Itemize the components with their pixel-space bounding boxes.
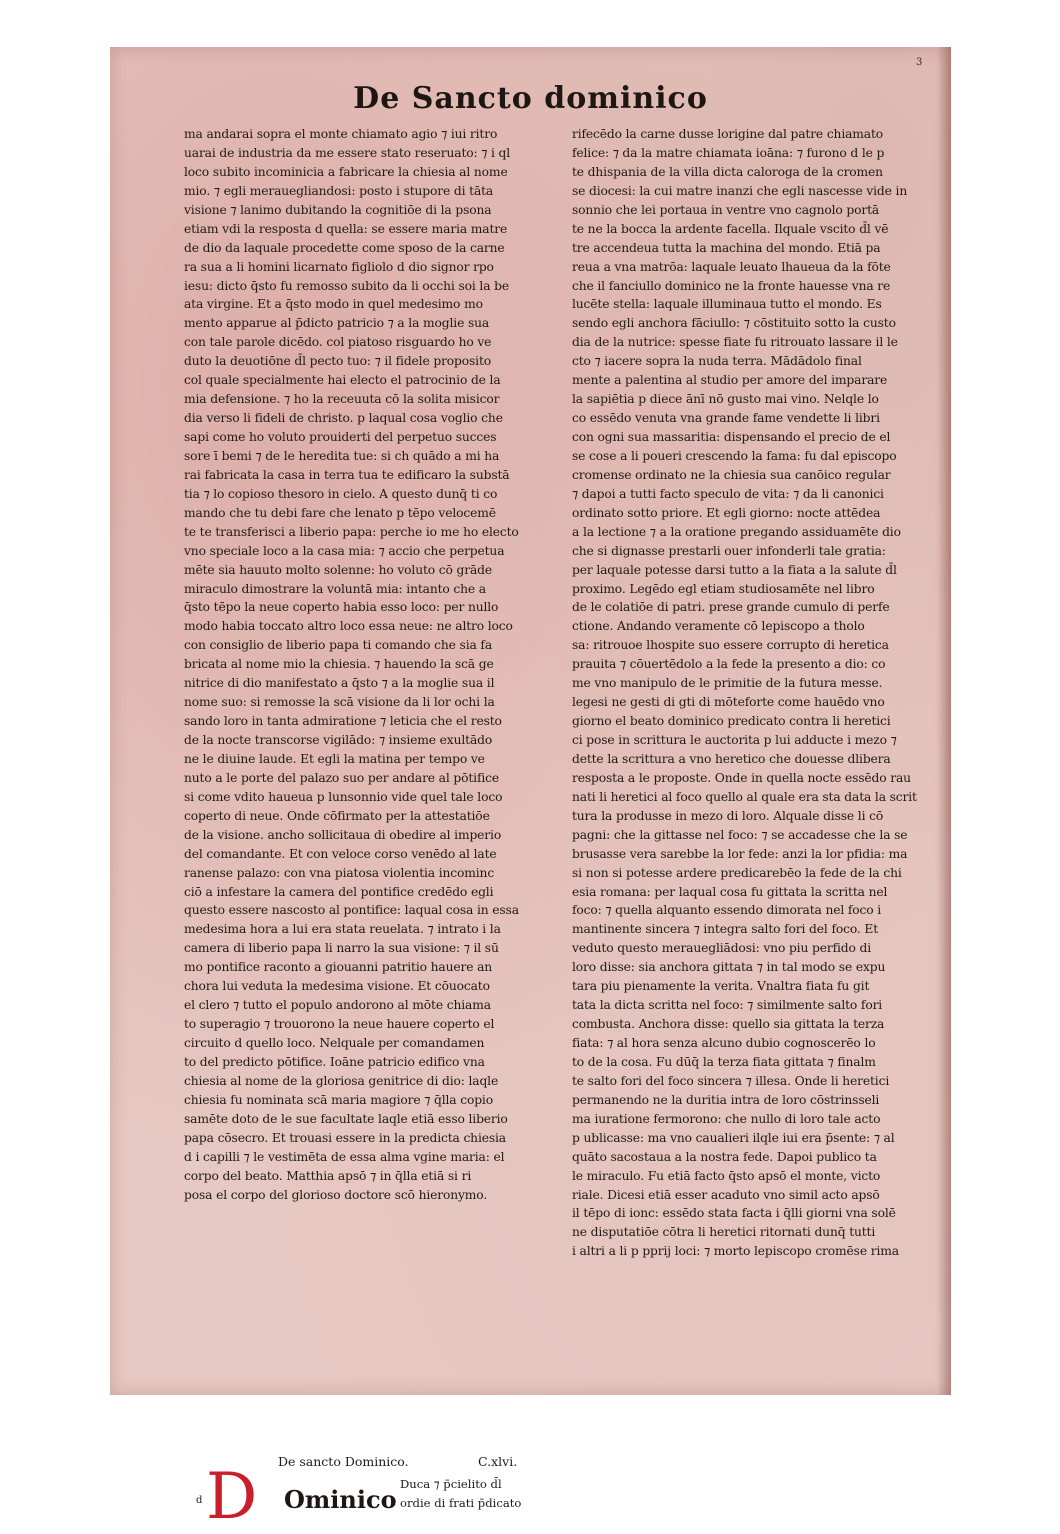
left-column-line: chiesia fu nominata scā maria magiore ⁊ q̄lla copio [184, 1092, 493, 1107]
right-column-line: de le colatiōe di patri. prese grande cumulo di perfe [572, 600, 890, 615]
left-column-line: bricata al nome mio la chiesia. ⁊ hauendo la scā ge [184, 657, 494, 672]
left-column-line: mio. ⁊ egli merauegliandosi: posto i stupore di tāta [184, 183, 494, 198]
right-column-line: nati li heretici al foco quello al quale era sta data la scrit [572, 789, 917, 804]
running-head: De Sancto dominico [353, 81, 708, 116]
right-column-line: te salto fori del foco sincera ⁊ illesa. Onde li heretici [572, 1073, 890, 1088]
chapter-side-line: ordie di frati p̄dicato [400, 1496, 522, 1510]
book-page [110, 47, 951, 1534]
chapter-side-text [400, 1475, 570, 1513]
right-column-line: loro disse: sia anchora gittata ⁊ in tal modo se expu [572, 960, 886, 975]
right-column-line: tara piu pienamente la verita. Vnaltra fiata fu git [572, 979, 870, 994]
right-column-line: veduto questo merauegliādosi: vno piu perfido di [572, 941, 871, 956]
left-column-line: d i capilli ⁊ le vestimēta de essa alma vgine maria: el [184, 1149, 505, 1164]
left-column-line: rai fabricata la casa in terra tua te edificaro la substā [184, 467, 510, 482]
left-column-line: sore ī bemi ⁊ de le heredita tue: si ch quādo a mi ha [184, 448, 500, 463]
right-column-line: fiata: ⁊ al hora senza alcuno dubio cognoscerēo lo [572, 1036, 876, 1050]
right-column-line: i altri a li p pprij loci: ⁊ morto lepiscopo cromēse rima [572, 1244, 899, 1259]
right-column-line: prauita ⁊ cōuertēdolo a la fede la presento a dio: co [572, 657, 886, 672]
left-column-line: ciō a infestare la camera del pontifice credēdo egli [184, 884, 494, 899]
chapter-number: C.xlvi. [478, 1454, 518, 1469]
right-column-line: la sapiētia p diece ānī nō gusto mai vino. Nelqle lo [572, 392, 879, 407]
right-column-line: quāto sacostaua a la nostra fede. Dapoi publico ta [572, 1149, 877, 1164]
right-column-line: cto ⁊ iacere sopra la nuda terra. Mādādolo final [572, 354, 862, 369]
right-column-line: che il fanciullo dominico ne la fronte hauesse vna re [572, 278, 891, 293]
left-column-line: etiam vdi la resposta d quella: se essere maria matre [184, 221, 508, 236]
right-column-line: felice: ⁊ da la matre chiamata ioāna: ⁊ furono d le p [572, 145, 885, 160]
right-column-line: te dhispania de la villa dicta caloroga de la cromen [572, 164, 883, 179]
left-column-line: papa cōsecro. Et trouasi essere in la predicta chiesia [184, 1130, 506, 1145]
chapter-opening-word: Ominico [284, 1485, 397, 1514]
left-column-line: col quale specialmente hai electo el patrocinio de la [184, 373, 501, 388]
right-column-line: proximo. Legēdo egl etiam studiosamēte nel libro [572, 581, 875, 596]
right-column-line: cromense ordinato ne la chiesia sua canōico regular [572, 467, 891, 482]
right-column-line: p ublicasse: ma vno caualieri ilqle iui era p̄sente: ⁊ al [572, 1130, 895, 1145]
left-column-line: con tale parole dicēdo. col piatoso risguardo ho ve [184, 335, 492, 350]
right-column-line: pagni: che la gittasse nel foco: ⁊ se accadesse che la se [572, 827, 908, 842]
right-column-line: tre accendeua tutta la machina del mondo. Etiā pa [572, 240, 881, 255]
page-edge-shadow [937, 47, 951, 1395]
right-text-column [572, 125, 934, 1261]
right-column-line: tata la dicta scritta nel foco: ⁊ similmente salto fori [572, 998, 883, 1013]
left-column-line: modo habia toccato altro loco essa neue: ne altro loco [184, 619, 513, 634]
right-column-line: riale. Dicesi etiā esser acaduto vno simil acto apsō [572, 1187, 880, 1202]
right-column-line: tura la produsse in mezo di loro. Alquale disse li cō [572, 808, 884, 823]
left-column-line: sando loro in tanta admiratione ⁊ leticia che el resto [184, 714, 502, 729]
right-column-line: il tēpo di ionc: essēdo stata facta i q̄lli giorni vna solē [572, 1206, 896, 1221]
left-column-line: to del predicto pōtifice. Ioāne patricio edifico vna [184, 1054, 485, 1069]
left-column-line: questo essere nascosto al pontifice: laqual cosa in essa [184, 903, 519, 918]
right-column-line: reua a vna matrōa: laquale leuato lhaueua da la fōte [572, 259, 891, 274]
right-column-line: ci pose in scrittura le auctorita p lui adducte i mezo ⁊ [572, 733, 897, 747]
folio-mark: 3 [916, 57, 923, 68]
left-column-line: del comandante. Et con veloce corso venēdo al late [184, 846, 497, 861]
left-column-line: nitrice di dio manifestato a q̄sto ⁊ a la moglie sua il [184, 676, 495, 691]
left-column-line: nome suo: si remosse la scā visione da li lor ochi la [184, 695, 495, 710]
right-column-line: giorno el beato dominico predicato contra li heretici [572, 714, 891, 729]
left-column-line: mia defensione. ⁊ ho la receuuta cō la solita misicor [184, 392, 500, 407]
left-column-line: de la visione. ancho sollicitaua di obedire al imperio [184, 827, 502, 842]
left-column-line: de la nocte transcorse vigilādo: ⁊ insieme exultādo [184, 733, 493, 747]
red-initial-letter: D [206, 1460, 258, 1534]
left-column-line: iesu: dicto q̄sto fu remosso subito da li occhi soi la be [184, 278, 509, 293]
right-column-line: rifecēdo la carne dusse lorigine dal patre chiamato [572, 127, 884, 141]
left-column-line: mento apparue al p̄dicto patricio ⁊ a la moglie sua [184, 316, 490, 331]
left-column-line: visione ⁊ lanimo dubitando la cognitiōe di la psona [184, 202, 492, 217]
left-column-line: tia ⁊ lo copioso thesoro in cielo. A questo dunq̄ ti co [184, 486, 498, 501]
chapter-heading [278, 1454, 568, 1472]
right-column-line: to de la cosa. Fu dūq̄ la terza fiata gittata ⁊ finalm [572, 1054, 876, 1069]
right-column-line: legesi ne gesti di gti di mōteforte come hauēdo vno [572, 695, 885, 710]
left-column-line: nuto a le porte del palazo suo per andare al pōtifice [184, 770, 499, 785]
right-column-line: ctione. Andando veramente cō lepiscopo a tholo [572, 619, 865, 634]
right-column-line: se cose a li poueri crescendo la fama: fu dal episcopo [572, 448, 897, 463]
left-column-line: vno speciale loco a la casa mia: ⁊ accio che perpetua [184, 543, 505, 558]
right-column-line: ma iuratione fermorono: che nullo di loro tale acto [572, 1111, 881, 1126]
left-column-line: to superagio ⁊ trouorono la neue hauere coperto el [184, 1017, 495, 1032]
right-column-line: co essēdo venuta vna grande fame vendette li libri [572, 411, 880, 426]
right-column-line: mantinente sincera ⁊ integra salto fori del foco. Et [572, 922, 879, 937]
left-column-line: ra sua a li homini licarnato figliolo d dio signor rpo [184, 259, 494, 274]
right-column-line: si non si potesse ardere predicarebēo la fede de la chi [572, 865, 902, 880]
left-column-line: uarai de industria da me essere stato reseruato: ⁊ i ql [184, 145, 511, 160]
left-column-line: camera di liberio papa li narro la sua visione: ⁊ il sū [184, 941, 499, 956]
right-column-line: sendo egli anchora fāciullo: ⁊ cōstituito sotto la custo [572, 316, 896, 331]
left-column-line: circuito d quello loco. Nelquale per comandamen [184, 1036, 485, 1050]
left-column-line: medesima hora a lui era stata reuelata. ⁊ intrato i la [184, 922, 501, 937]
right-column-line: foco: ⁊ quella alquanto essendo dimorata nel foco i [572, 903, 882, 918]
left-column-line: de dio da laquale procedette come sposo de la carne [184, 240, 505, 255]
left-column-line: posa el corpo del glorioso doctore scō hieronymo. [184, 1187, 488, 1202]
left-column-line: ma andarai sopra el monte chiamato agio ⁊ iui ritro [184, 127, 498, 141]
left-column-line: ne le diuine laude. Et egli la matina per tempo ve [184, 751, 485, 766]
right-column-line: permanendo ne la duritia intra de loro cōstrinsseli [572, 1092, 880, 1107]
right-column-line: a la lectione ⁊ a la oratione pregando assiduamēte dio [572, 524, 901, 539]
initial-guide-letter: d [196, 1495, 203, 1506]
right-column-line: resposta a le proposte. Onde in quella nocte essēdo rau [572, 770, 911, 785]
right-column-line: le miraculo. Fu etiā facto q̄sto apsō el monte, victo [572, 1168, 881, 1183]
left-column-line: chiesia al nome de la gloriosa genitrice di dio: laqle [184, 1073, 499, 1088]
right-column-line: te ne la bocca la ardente facella. Ilquale vscito d̄l vē [572, 221, 889, 236]
chapter-side-line: Duca ⁊ p̄cielito d̄l [400, 1477, 502, 1491]
left-column-line: chora lui veduta la medesima visione. Et cōuocato [184, 979, 490, 994]
right-column-line: ⁊ dapoi a tutti facto speculo de vita: ⁊ da li canonici [572, 486, 884, 501]
left-column-line: samēte doto de le sue facultate laqle etiā esso liberio [184, 1111, 508, 1126]
right-column-line: lucēte stella: laquale illuminaua tutto el mondo. Es [572, 297, 882, 312]
left-column-line: duto la deuotiōne d̄l pecto tuo: ⁊ il fidele proposito [184, 354, 492, 369]
right-column-line: che si dignasse prestarli ouer infonderli tale gratia: [572, 543, 886, 558]
right-column-line: mente a palentina al studio per amore del imparare [572, 373, 888, 388]
right-column-line: esia romana: per laqual cosa fu gittata la scritta nel [572, 884, 888, 899]
left-column-line: sapi come ho voluto prouiderti del perpetuo succes [184, 430, 497, 444]
right-column-line: dette la scrittura a vno heretico che douesse dlibera [572, 751, 891, 766]
left-column-line: mando che tu debi fare che lenato p tēpo velocemē [184, 505, 496, 520]
left-column-line: si come vdito haueua p lunsonnio vide quel tale loco [184, 789, 503, 804]
left-column-line: corpo del beato. Matthia apsō ⁊ in q̄lla etiā si ri [184, 1168, 472, 1183]
left-column-line: coperto di neue. Onde cōfirmato per la attestatiōe [184, 808, 490, 823]
left-column-line: mēte sia hauuto molto solenne: ho voluto cō grāde [184, 562, 493, 577]
chapter-title: De sancto Dominico. [278, 1454, 409, 1469]
right-column-line: per laquale potesse darsi tutto a la fiata a la salute d̄l [572, 562, 897, 577]
right-column-line: sonnio che lei portaua in ventre vno cagnolo portā [572, 202, 880, 217]
left-column-line: q̄sto tēpo la neue coperto habia esso loco: per nullo [184, 600, 499, 615]
left-column-line: mo pontifice raconto a giouanni patritio hauere an [184, 960, 493, 975]
right-column-line: sa: ritrouoe lhospite suo essere corrupto di heretica [572, 638, 889, 653]
left-column-line: ranense palazo: con vna piatosa violentia incominc [184, 865, 495, 880]
left-column-line: dia verso li fideli de christo. p laqual cosa voglio che [184, 411, 503, 426]
right-column-line: me vno manipulo de le primitie de la futura messe. [572, 676, 883, 691]
right-column-line: ne disputatiōe cōtra li heretici ritornati dunq̄ tutti [572, 1225, 876, 1240]
right-column-line: brusasse vera sarebbe la lor fede: anzi la lor pfidia: ma [572, 846, 908, 861]
right-column-line: con ogni sua massaritia: dispensando el precio de el [572, 430, 891, 444]
left-column-line: miraculo dimostrare la voluntā mia: intanto che a [184, 581, 486, 596]
left-column-line: te te transferisci a liberio papa: perche io me ho electo [184, 524, 519, 539]
left-column-line: el clero ⁊ tutto el populo andorono al mōte chiama [184, 998, 491, 1013]
right-column-line: dia de la nutrice: spesse fiate fu ritrouato lassare il le [572, 335, 898, 350]
right-column-line: ordinato sotto priore. Et egli giorno: nocte attēdea [572, 505, 881, 520]
left-column-line: ata virgine. Et a q̄sto modo in quel medesimo mo [184, 297, 483, 312]
left-column-line: loco subito incominicia a fabricare la chiesia al nome [184, 164, 508, 179]
left-column-line: con consiglio de liberio papa ti comando che sia fa [184, 638, 493, 653]
left-text-column [184, 125, 546, 1204]
right-column-line: combusta. Anchora disse: quello sia gittata la terza [572, 1017, 885, 1032]
right-column-line: se diocesi: la cui matre inanzi che egli nascesse vide in [572, 183, 908, 198]
